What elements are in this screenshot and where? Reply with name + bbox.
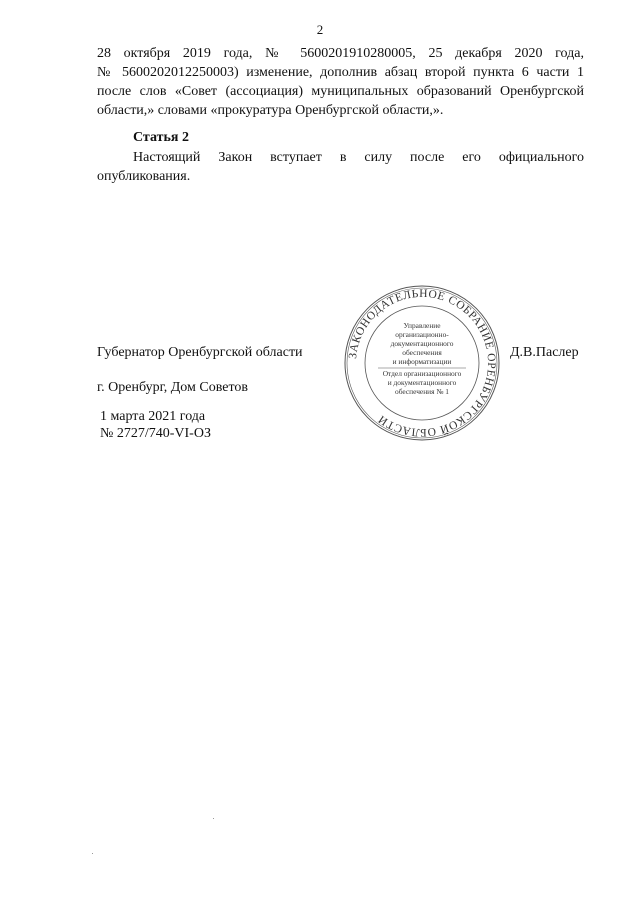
seal-inner-line: Отдел организационного <box>382 369 462 378</box>
amendment-paragraph <box>97 44 584 120</box>
governor-title: Губернатор Оренбургской области <box>97 345 303 360</box>
law-number: № 2727/740-VI-ОЗ <box>100 426 211 441</box>
seal-inner-line: обеспечения <box>402 348 442 357</box>
seal-inner-line: организационно- <box>395 330 449 339</box>
paragraph-line: № 5600202012250003) изменение, дополнив абзац второй пункта 6 части 1 <box>97 65 584 80</box>
signing-date: 1 марта 2021 года <box>100 409 206 424</box>
paragraph-line: 28 октября 2019 года, № 5600201910280005, 25 декабря 2020 года, <box>97 46 584 61</box>
paragraph-line: области,» словами «прокуратура Оренбургской области,». <box>97 103 444 118</box>
signing-place: г. Оренбург, Дом Советов <box>97 380 248 395</box>
page-number: 2 <box>316 22 324 37</box>
article-text-line: опубликования. <box>97 169 191 184</box>
scan-speck <box>213 818 214 819</box>
seal-inner-line: Управление <box>403 321 441 330</box>
paragraph-line: после слов «Совет (ассоциация) муниципальных образований Оренбургской <box>97 84 584 99</box>
seal-outer-text: ЗАКОНОДАТЕЛЬНОЕ СОБРАНИЕ ОРЕНБУРГСКОЙ ОБЛАСТИ <box>347 287 498 439</box>
seal-inner-line: и информатизации <box>392 357 452 366</box>
seal-inner-line: и документационного <box>387 378 457 387</box>
seal-inner-line: документационного <box>390 339 454 348</box>
governor-name: Д.В.Паслер <box>510 345 579 360</box>
seal-inner-line: обеспечения № 1 <box>395 387 449 396</box>
article-text-line: Настоящий Закон вступает в силу после его официального <box>133 150 584 165</box>
article-text <box>97 148 584 186</box>
official-seal <box>342 283 502 443</box>
scan-speck <box>92 853 93 854</box>
article-heading: Статья 2 <box>133 130 189 145</box>
